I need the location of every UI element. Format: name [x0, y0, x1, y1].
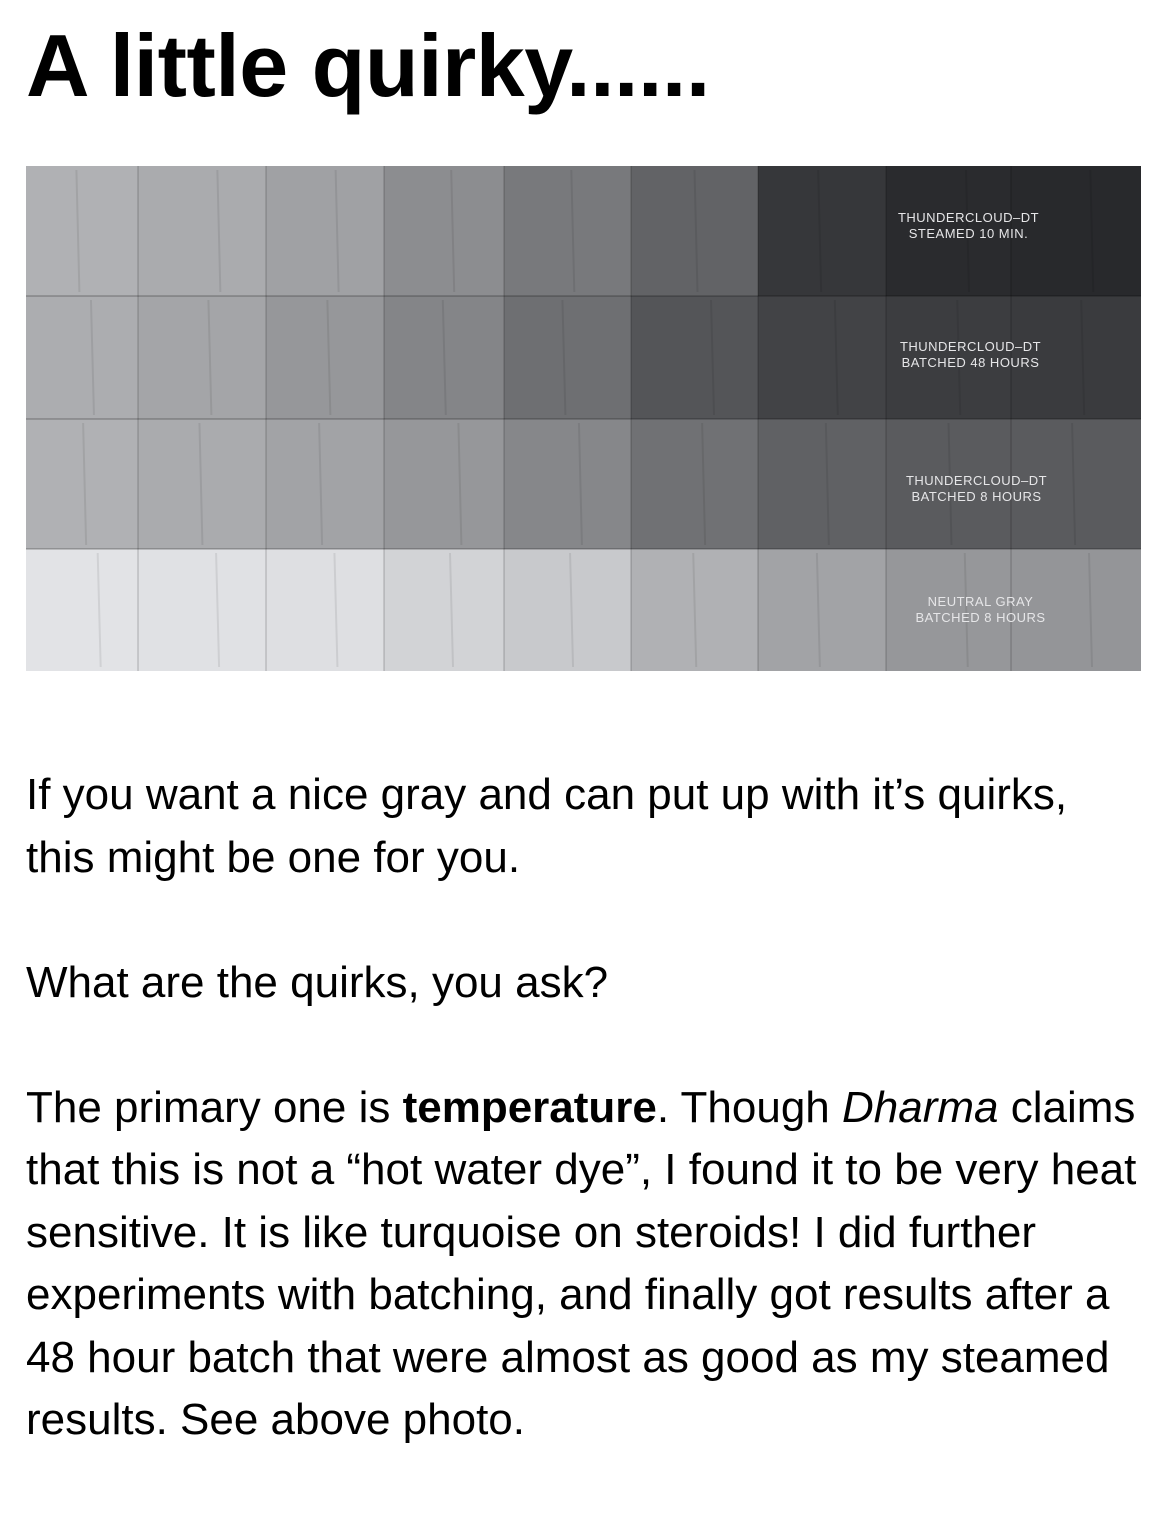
- fabric-swatch: [266, 549, 385, 671]
- bold-temperature: temperature: [402, 1082, 657, 1132]
- italic-brand: Dharma: [842, 1082, 999, 1132]
- fabric-swatch: [266, 166, 385, 297]
- fabric-swatch: [384, 419, 505, 550]
- fabric-swatch: [26, 549, 139, 671]
- fabric-swatch: [504, 296, 632, 420]
- paragraph-spacer: [26, 889, 1146, 952]
- fabric-swatch: [631, 419, 759, 550]
- swatch-label-batched-48-hours: THUNDERCLOUD–DT BATCHED 48 HOURS: [899, 339, 1042, 370]
- fabric-swatch: [266, 419, 385, 550]
- fabric-swatch: [26, 166, 139, 297]
- fabric-swatch: [504, 166, 632, 297]
- fabric-swatch: [26, 296, 139, 420]
- page-title: A little quirky......: [26, 16, 710, 115]
- fabric-swatch: [138, 549, 267, 671]
- fabric-swatch: [138, 166, 267, 297]
- article-body: [26, 764, 1146, 1452]
- swatch-label-steamed-10-min: THUNDERCLOUD–DT STEAMED 10 MIN.: [897, 210, 1040, 241]
- fabric-swatch: [266, 296, 385, 420]
- fabric-swatch: [26, 419, 139, 550]
- fabric-swatch: [384, 166, 505, 297]
- paragraph-temperature: The primary one is temperature. Though Dharma claims that this is not a “hot water dye”, I found it to be very heat sensitive. It is like turquoise on steroids! I did further experiments with batching, and finally got results after a 48 hour batch that were almost as good as my steamed results. See above photo.: [26, 1082, 1137, 1444]
- paragraph-question: What are the quirks, you ask?: [26, 957, 609, 1007]
- paragraph-spacer: [26, 1014, 1146, 1077]
- fabric-swatch-photo: [26, 166, 1141, 671]
- fabric-swatch: [504, 549, 632, 671]
- swatch-label-neutral-gray: NEUTRAL GRAY BATCHED 8 HOURS: [915, 594, 1046, 625]
- fabric-swatch: [384, 549, 505, 671]
- swatch-label-batched-8-hours: THUNDERCLOUD–DT BATCHED 8 HOURS: [905, 473, 1048, 504]
- fabric-swatch: [138, 296, 267, 420]
- paragraph-intro: If you want a nice gray and can put up with it’s quirks, this might be one for you.: [26, 770, 1068, 882]
- fabric-swatch: [631, 296, 759, 420]
- fabric-swatch: [504, 419, 632, 550]
